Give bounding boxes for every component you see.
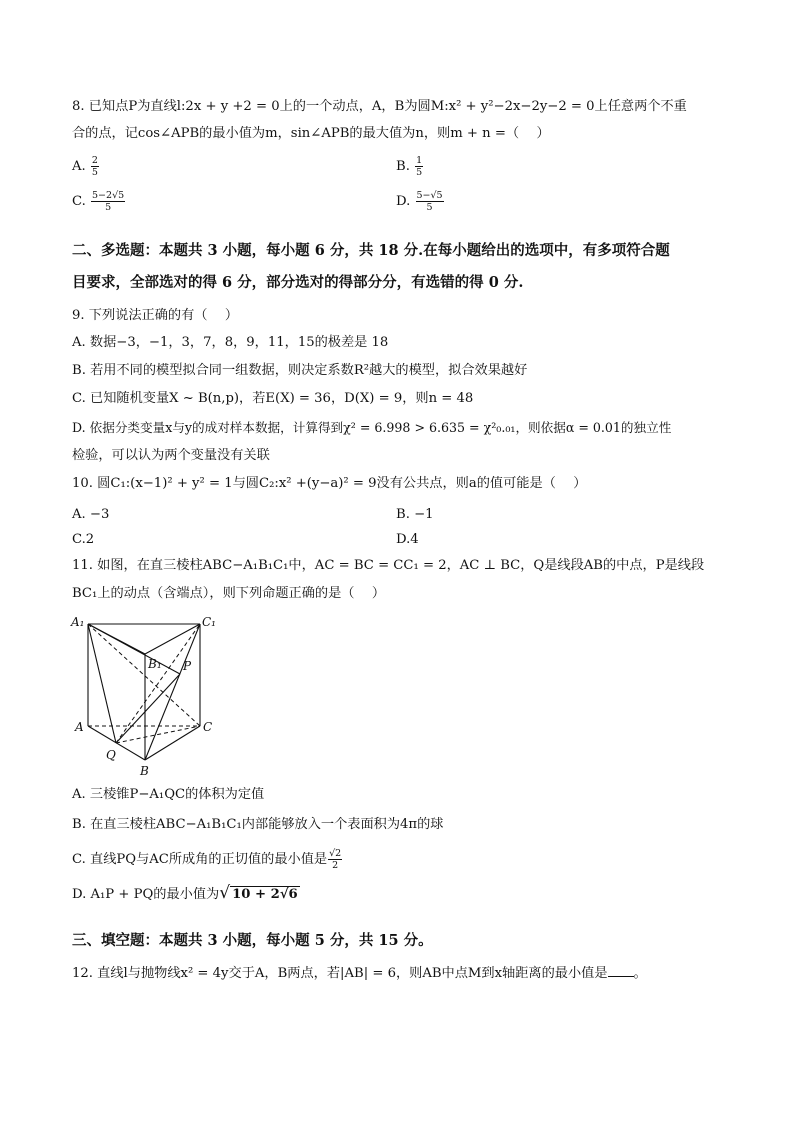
q11-stem-line2: BC₁上的动点（含端点），则下列命题正确的是（ ）	[72, 586, 386, 601]
q11-option-d	[72, 883, 300, 905]
q8-option-a	[72, 155, 100, 178]
label-a1: A₁	[71, 615, 85, 629]
q8-option-c-label: C.	[72, 194, 86, 209]
q11-option-d-radicand: 10 + 2√6	[232, 887, 298, 902]
q11-stem-line1: 11. 如图，在直三棱柱ABC−A₁B₁C₁中，AC = BC = CC₁ = 2，AC ⊥ BC，Q是线段AB的中点，P是线段	[72, 558, 705, 573]
q10-option-a: A. −3	[72, 507, 110, 522]
label-q: Q	[106, 748, 116, 762]
segment-qc1-hidden	[116, 624, 200, 743]
segment-a1q	[88, 624, 116, 743]
q8-option-a-fraction	[91, 155, 99, 178]
q8-option-c-fraction	[91, 190, 125, 213]
q8-option-c	[72, 190, 126, 213]
segment-qp	[116, 674, 180, 743]
q10-stem: 10. 圆C₁:(x−1)² + y² = 1与圆C₂:x² +(y−a)² = 9没有公共点，则a的值可能是（ ）	[72, 476, 587, 491]
q8-option-b-den: 5	[416, 167, 423, 178]
q11-option-d-text: D. A₁P + PQ的最小值为	[72, 887, 220, 902]
label-b1: B₁	[148, 657, 162, 671]
q9-option-d-line1: D. 依据分类变量x与y的成对样本数据，计算得到χ² = 6.998 > 6.635 = χ²₀.₀₁，则依据α = 0.01的独立性	[72, 420, 672, 435]
section2-heading-line1: 二、多选题：本题共 3 小题，每小题 6 分，共 18 分.在每小题给出的选项中，有多项符合题	[72, 242, 670, 259]
q9-option-d-line2: 检验，可以认为两个变量没有关联	[72, 448, 270, 463]
section3-heading: 三、填空题：本题共 3 小题，每小题 5 分，共 15 分。	[72, 932, 433, 949]
q11-option-c-text: C. 直线PQ与AC所成角的正切值的最小值是	[72, 852, 328, 867]
prism-figure	[68, 612, 238, 782]
q8-option-d	[396, 190, 445, 213]
q8-option-c-num: 5−2√5	[92, 190, 125, 201]
q8-option-a-den: 5	[91, 167, 98, 178]
q10-option-d: D.4	[396, 532, 419, 547]
section2-heading-line2: 目要求，全部选对的得 6 分，部分选对的得部分分，有选错的得 0 分.	[72, 274, 524, 291]
q8-option-d-label: D.	[396, 194, 411, 209]
q9-stem: 9. 下列说法正确的有（ ）	[72, 308, 239, 323]
segment-a1p	[88, 624, 180, 674]
q11-option-c-num: √2	[329, 848, 342, 859]
q8-option-b	[396, 155, 424, 178]
q8-option-d-den: 5	[426, 202, 433, 213]
q8-option-d-fraction	[416, 190, 444, 213]
label-b: B	[140, 764, 149, 778]
q11-option-b: B. 在直三棱柱ABC−A₁B₁C₁内部能够放入一个表面积为4π的球	[72, 817, 444, 832]
q8-option-a-label: A.	[72, 159, 86, 174]
q10-option-b: B. −1	[396, 507, 434, 522]
label-c: C	[203, 720, 213, 734]
q9-option-a: A. 数据−3，−1，3，7，8，9，11，15的极差是 18	[72, 335, 389, 350]
q10-option-c: C.2	[72, 532, 95, 547]
q8-stem-line2: 合的点，记cos∠APB的最小值为m，sin∠APB的最大值为n，则m + n =（ ）	[72, 126, 550, 141]
q8-option-b-num: 1	[416, 155, 423, 166]
q8-option-c-den: 5	[105, 202, 112, 213]
q8-option-b-label: B.	[396, 159, 410, 174]
answer-blank[interactable]	[608, 964, 634, 977]
edge-b1c1	[145, 624, 200, 654]
label-c1: C₁	[202, 615, 216, 629]
q12-text: 12. 直线l与抛物线x² = 4y交于A，B两点，若|AB| = 6，则AB中点M到x轴距离的最小值是	[72, 966, 608, 981]
segment-bc1	[145, 624, 200, 760]
q12-stem	[72, 964, 647, 984]
label-a: A	[75, 720, 84, 734]
q11-option-a: A. 三棱锥P−A₁QC的体积为定值	[72, 787, 265, 802]
q8-stem-line1: 8. 已知点P为直线l:2x + y +2 = 0上的一个动点，A，B为圆M:x² + y²−2x−2y−2 = 0上任意两个不重	[72, 99, 687, 114]
q9-option-c: C. 已知随机变量X ~ B(n,p)，若E(X) = 36，D(X) = 9，则n = 48	[72, 391, 474, 406]
q11-option-c-fraction	[328, 848, 342, 871]
q8-option-b-fraction	[415, 155, 423, 178]
radical-sign: √	[219, 883, 231, 903]
q8-option-d-num: 5−√5	[416, 190, 443, 201]
q9-option-b: B. 若用不同的模型拟合同一组数据，则决定系数R²越大的模型，拟合效果越好	[72, 363, 528, 378]
segment-a1c-hidden	[88, 624, 200, 726]
label-p: P	[183, 659, 192, 673]
q11-option-c	[72, 848, 343, 871]
q8-option-a-num: 2	[91, 155, 98, 166]
q12-end: 。	[633, 966, 647, 981]
q11-option-c-den: 2	[332, 860, 339, 871]
